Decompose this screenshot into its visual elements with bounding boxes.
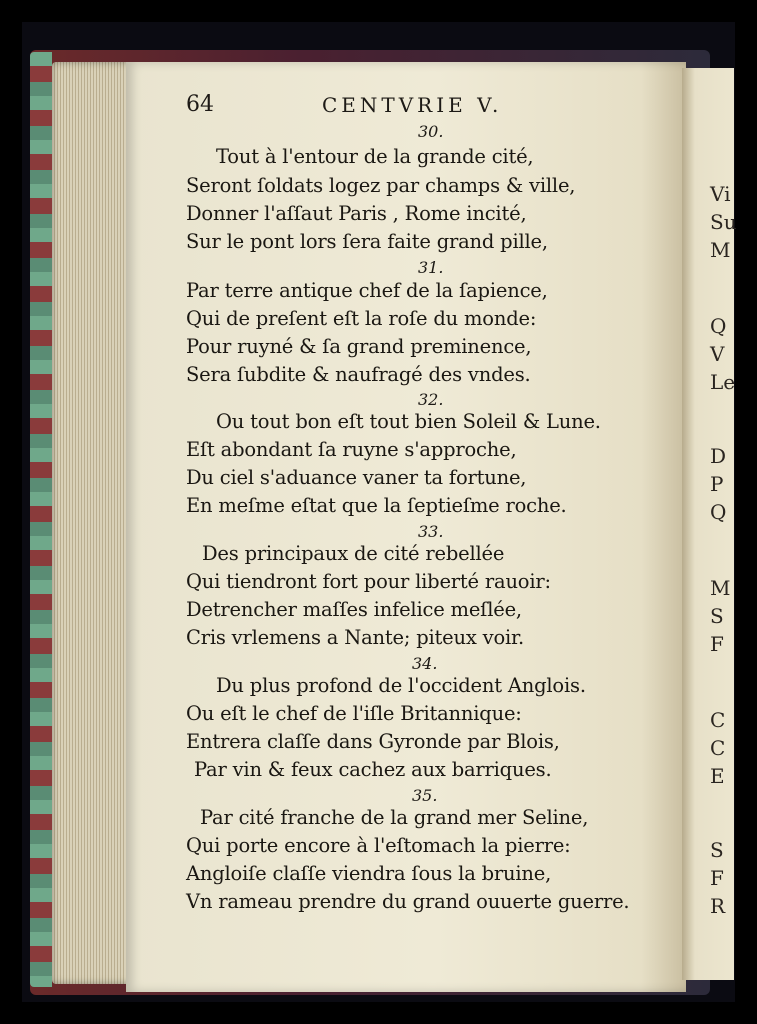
facing-page-letter: Q	[710, 500, 727, 524]
verse-line: Sur le pont lors ſera faite grand pille,	[186, 230, 548, 253]
verse-line: Ou eſt le chef de l'iſle Britannique:	[186, 702, 522, 725]
facing-page-letter: S	[710, 604, 724, 628]
verse-line: Donner l'aſſaut Paris , Rome incité,	[186, 202, 527, 225]
facing-page-letter: Su	[710, 210, 737, 234]
page-edges	[52, 62, 136, 984]
facing-page-letter: C	[710, 708, 726, 732]
stanza-number: 30.	[418, 122, 444, 141]
verse-line: Cris vrlemens a Nante; piteux voir.	[186, 626, 525, 649]
verse-line: Qui de preſent eſt la roſe du monde:	[186, 307, 537, 330]
verse-line: Pour ruyné & ſa grand preminence,	[186, 335, 532, 358]
page-number: 64	[186, 92, 214, 117]
verse-line: Ou tout bon eſt tout bien Soleil & Lune.	[216, 410, 601, 433]
facing-page-letter: E	[710, 764, 725, 788]
facing-page-letter: M	[710, 238, 731, 262]
verse-line: Par terre antique chef de la ſapience,	[186, 279, 548, 302]
stanza-number: 31.	[418, 258, 444, 277]
verse-line: Vn rameau prendre du grand ouuerte guerre.	[186, 890, 630, 913]
cover-edge	[30, 52, 52, 987]
verse-line: Angloiſe claſſe viendra ſous la bruine,	[186, 862, 552, 885]
verse-line: Eſt abondant ſa ruyne s'approche,	[186, 438, 517, 461]
page-title: CENTVRIE V.	[322, 93, 503, 117]
facing-page-letter: R	[710, 894, 726, 918]
stanza-number: 33.	[418, 522, 444, 541]
facing-page-letter: C	[710, 736, 726, 760]
facing-page-letter: V	[710, 342, 725, 366]
facing-page-letter: S	[710, 838, 724, 862]
facing-page-letter: Q	[710, 314, 727, 338]
stanza-number: 32.	[418, 390, 444, 409]
facing-page-letter: Le	[710, 370, 736, 394]
verse-line: Seront ſoldats logez par champs & ville,	[186, 174, 576, 197]
facing-page-letter: P	[710, 472, 724, 496]
verse-line: Du plus profond de l'occident Anglois.	[216, 674, 586, 697]
stanza-number: 34.	[412, 654, 438, 673]
verse-line: Des principaux de cité rebellée	[202, 542, 505, 565]
facing-page-letter: Vi	[710, 182, 731, 206]
verse-line: Par cité franche de la grand mer Seline,	[200, 806, 589, 829]
verse-line: Sera ſubdite & naufragé des vndes.	[186, 363, 531, 386]
verse-line: Par vin & feux cachez aux barriques.	[194, 758, 552, 781]
verse-line: Tout à l'entour de la grande cité,	[216, 145, 534, 168]
verse-line: En meſme eſtat que la ſeptieſme roche.	[186, 494, 567, 517]
verse-line: Du ciel s'aduance vaner ta fortune,	[186, 466, 527, 489]
facing-page-letter: F	[710, 866, 724, 890]
verse-line: Qui tiendront fort pour liberté rauoir:	[186, 570, 551, 593]
verse-line: Qui porte encore à l'eſtomach la pierre:	[186, 834, 571, 857]
facing-page-letter: D	[710, 444, 727, 468]
verse-line: Detrencher maſſes infelice meſlée,	[186, 598, 522, 621]
facing-page-letter: M	[710, 576, 731, 600]
stanza-number: 35.	[412, 786, 438, 805]
verse-line: Entrera claſſe dans Gyronde par Blois,	[186, 730, 560, 753]
facing-page-letter: F	[710, 632, 724, 656]
